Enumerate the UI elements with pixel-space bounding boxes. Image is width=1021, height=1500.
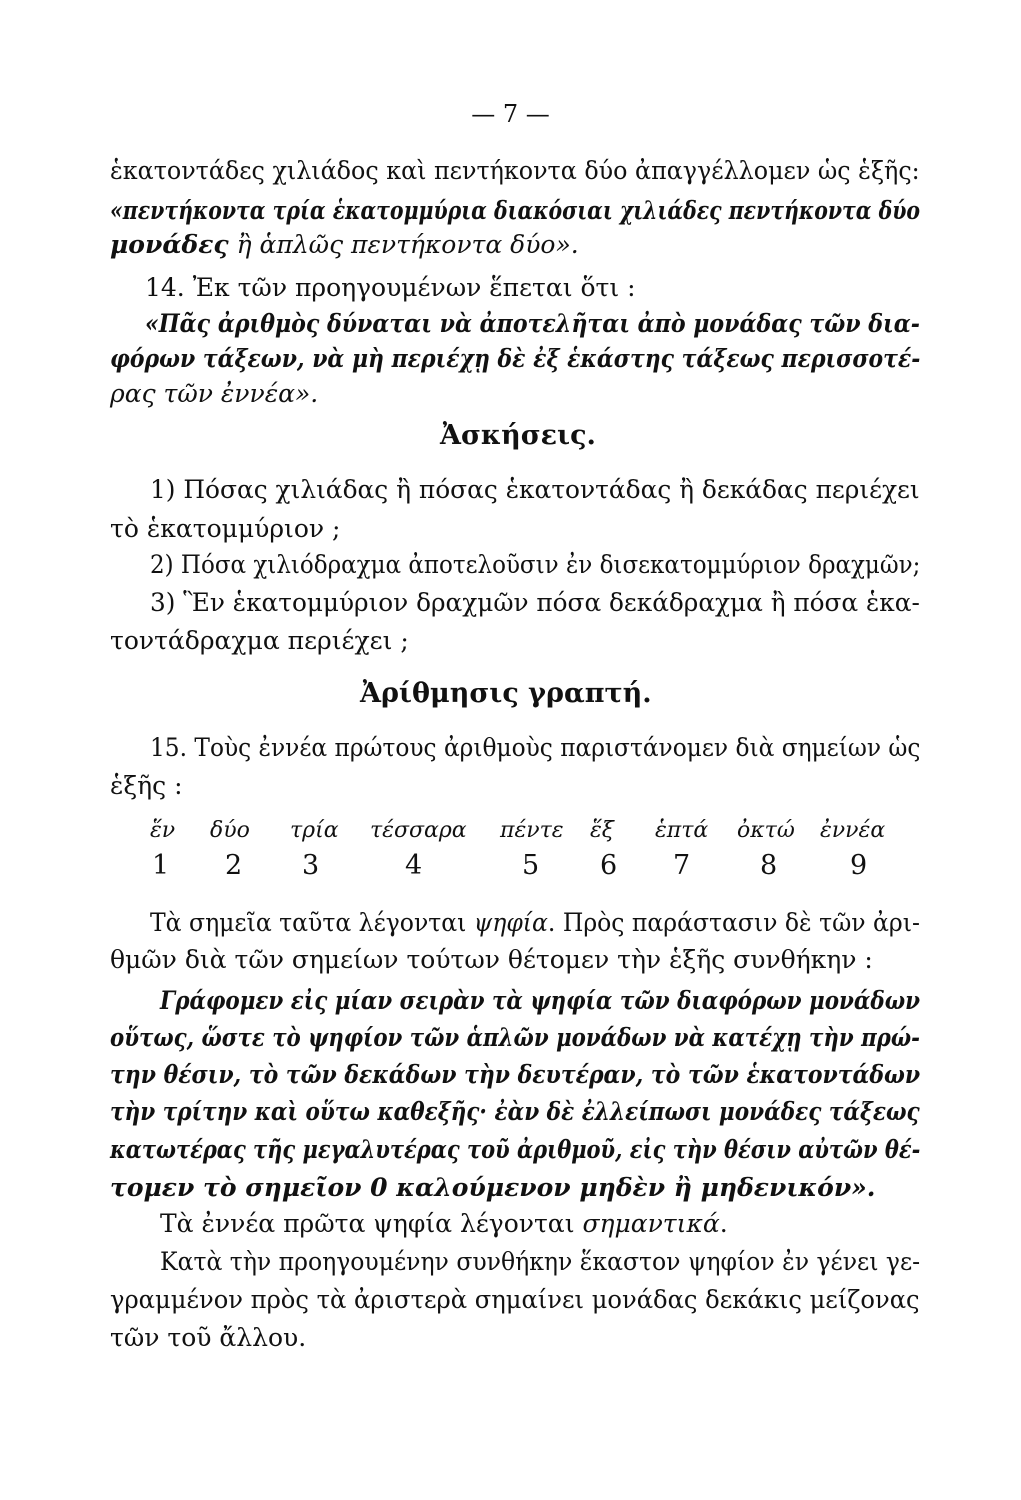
- numeral-word: ἑπτά: [655, 818, 709, 843]
- digits-para-line-1: [150, 910, 920, 935]
- intro-line-3: [110, 232, 579, 257]
- digits-para-line-2: θμῶν διὰ τῶν σημείων τούτων θέτομεν τὴν ἑξῆς συνθήκην :: [110, 945, 873, 974]
- rule-line-5: κατωτέρας τῆς μεγαλυτέρας τοῦ ἀριθμοῦ, εἰς τὴν θέσιν αὐτῶν θέ-: [110, 1135, 921, 1164]
- numeral-word: ὀκτώ: [737, 818, 795, 843]
- intro-line-3-rest: ἢ ἁπλῶς πεντήκοντα δύο».: [228, 230, 579, 259]
- intro-line-3-bold: μονάδες: [110, 230, 229, 259]
- exercise-1-line-1: 1) Πόσας χιλιάδας ἢ πόσας ἑκατοντάδας ἢ δεκάδας περιέχει: [150, 475, 920, 504]
- numeral-word: τρία: [290, 818, 339, 843]
- digits-para-line-1a: Τὰ σημεῖα ταῦτα λέγονται: [150, 908, 474, 937]
- term-simantika: σημαντικά: [582, 1209, 720, 1238]
- section-14-line-3: φόρων τάξεων, νὰ μὴ περιέχῃ δὲ ἐξ ἑκάστης τάξεως περισσοτέ-: [110, 344, 921, 373]
- exercise-2: 2) Πόσα χιλιόδραχμα ἀποτελοῦσιν ἐν δισεκατομμύριον δραχμῶν;: [150, 550, 921, 579]
- section-14-line-4: ρας τῶν ἐννέα».: [110, 379, 319, 408]
- significant-line: [160, 1211, 728, 1236]
- section-15-line-2: ἑξῆς :: [110, 771, 183, 800]
- digit: 5: [522, 850, 540, 881]
- numeral-word: ἐννέα: [820, 818, 886, 843]
- significant-line-a: Τὰ ἐννέα πρῶτα ψηφία λέγονται: [160, 1209, 583, 1238]
- digit: 7: [673, 850, 691, 881]
- digit: 2: [225, 850, 243, 881]
- rule-line-3: την θέσιν, τὸ τῶν δεκάδων τὴν δευτέραν, τὸ τῶν ἑκατοντάδων: [110, 1060, 921, 1089]
- significant-line-c: .: [719, 1209, 728, 1238]
- intro-line-1: ἑκατοντάδες χιλιάδος καὶ πεντήκοντα δύο ἀπαγγέλλομεν ὡς ἑξῆς:: [110, 156, 920, 185]
- rule-line-1: Γράφομεν εἰς μίαν σειρὰν τὰ ψηφία τῶν διαφόρων μονάδων: [160, 986, 920, 1015]
- exercise-3-line-2: τοντάδραχμα περιέχει ;: [110, 626, 409, 655]
- exercises-heading: Ἀσκήσεις.: [440, 420, 596, 451]
- numeral-word: ἕν: [150, 818, 176, 843]
- page-number: — 7 —: [471, 100, 550, 128]
- digit: 8: [760, 850, 778, 881]
- digit: 4: [405, 850, 423, 881]
- numeral-word: δύο: [210, 818, 250, 843]
- numeral-word: ἕξ: [590, 818, 614, 843]
- rule-line-2: οὕτως, ὥστε τὸ ψηφίον τῶν ἁπλῶν μονάδων νὰ κατέχῃ τὴν πρώ-: [110, 1023, 920, 1052]
- intro-line-2: «πεντήκοντα τρία ἑκατομμύρια διακόσιαι χιλιάδες πεντήκοντα δύο: [110, 196, 921, 225]
- section-14-line-1: 14. Ἐκ τῶν προηγουμένων ἕπεται ὅτι :: [145, 273, 636, 302]
- digit: 6: [600, 850, 618, 881]
- rule-line-4: τὴν τρίτην καὶ οὕτω καθεξῆς· ἐὰν δὲ ἐλλείπωσι μονάδες τάξεως: [110, 1097, 920, 1126]
- digits-para-line-1c: . Πρὸς παράστασιν δὲ τῶν ἀρι-: [547, 908, 920, 937]
- final-para-line-2: γραμμένον πρὸς τὰ ἀριστερὰ σημαίνει μονάδας δεκάκις μείζονας: [110, 1285, 920, 1314]
- section-14-line-2: «Πᾶς ἀριθμὸς δύναται νὰ ἀποτελῆται ἀπὸ μονάδας τῶν δια-: [145, 309, 920, 338]
- digit: 3: [302, 850, 320, 881]
- numeral-word: πέντε: [500, 818, 564, 843]
- written-numeration-heading: Ἀρίθμησις γραπτή.: [360, 678, 652, 709]
- exercise-3-line-1: 3) Ἓν ἑκατομμύριον δραχμῶν πόσα δεκάδραχμα ἢ πόσα ἑκα-: [150, 588, 920, 617]
- exercise-1-line-2: τὸ ἑκατομμύριον ;: [110, 514, 341, 543]
- term-psifia: ψηφία: [473, 908, 548, 937]
- digit: 1: [152, 850, 170, 881]
- numeral-word: τέσσαρα: [370, 818, 467, 843]
- digit: 9: [850, 850, 868, 881]
- section-15-line-1: 15. Τοὺς ἐννέα πρώτους ἀριθμοὺς παριστάνομεν διὰ σημείων ὡς: [150, 733, 921, 762]
- final-para-line-3: τῶν τοῦ ἄλλου.: [110, 1323, 307, 1352]
- final-para-line-1: Κατὰ τὴν προηγουμένην συνθήκην ἕκαστον ψηφίον ἐν γένει γε-: [160, 1247, 921, 1276]
- rule-line-6: τομεν τὸ σημεῖον 0 καλούμενον μηδὲν ἢ μηδενικόν».: [110, 1173, 876, 1202]
